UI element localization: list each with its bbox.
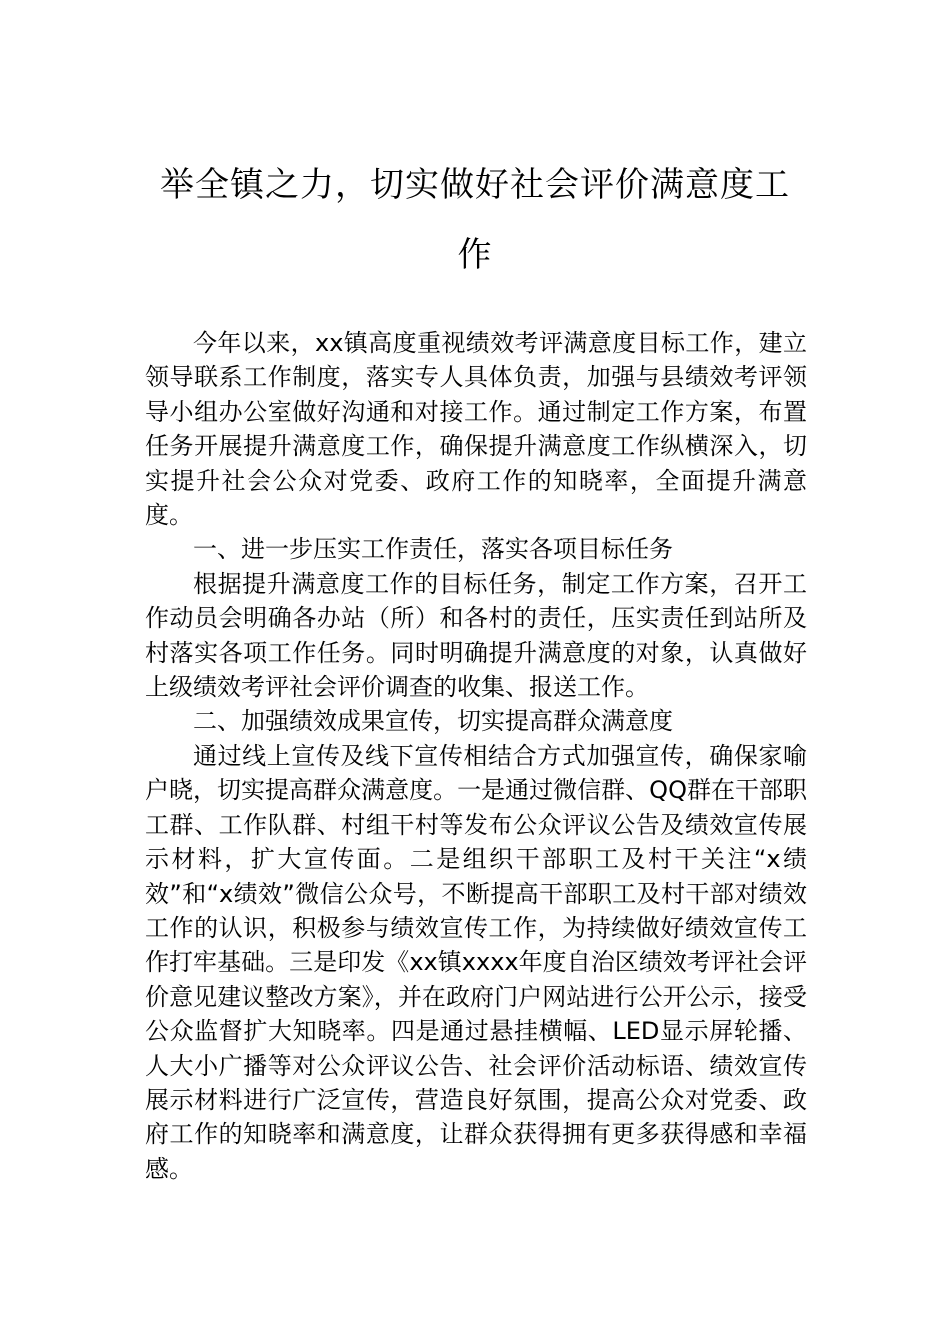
section-1-paragraph: 根据提升满意度工作的目标任务，制定工作方案，召开工作动员会明确各办站（所）和各村的责任，压实责任到站所及村落实各项工作任务。同时明确提升满意度的对象，认真做好上级绩效考评社会评价调查的收集、报送工作。 [145,569,807,702]
document-body [145,326,807,1186]
section-heading-2: 二、加强绩效成果宣传，切实提高群众满意度 [193,707,673,736]
document-title-line-2: 作 [457,235,493,275]
intro-paragraph: 今年以来，xx镇高度重视绩效考评满意度目标工作，建立领导联系工作制度，落实专人具体负责，加强与县绩效考评领导小组办公室做好沟通和对接工作。通过制定工作方案，布置任务开展提升满意度工作，确保提升满意度工作纵横深入，切实提升社会公众对党委、政府工作的知晓率，全面提升满意度。 [145,329,807,530]
section-2-paragraph: 通过线上宣传及线下宣传相结合方式加强宣传，确保家喻户晓，切实提高群众满意度。一是通过微信群、QQ群在干部职工群、工作队群、村组干村等发布公众评议公告及绩效宣传展示材料，扩大宣传面。二是组织干部职工及村干关注“x绩效”和“x绩效”微信公众号，不断提高干部职工及村干部对绩效工作的认识，积极参与绩效宣传工作，为持续做好绩效宣传工作打牢基础。三是印发《xx镇xxxx年度自治区绩效考评社会评价意见建议整改方案》，并在政府门户网站进行公开公示，接受公众监督扩大知晓率。四是通过悬挂横幅、LED显示屏轮播、人大小广播等对公众评议公告、社会评价活动标语、绩效宣传展示材料进行广泛宣传，营造良好氛围，提高公众对党委、政府工作的知晓率和满意度，让群众获得拥有更多获得感和幸福感。 [145,741,807,1183]
document-title-line-1: 举全镇之力，切实做好社会评价满意度工 [160,165,790,205]
section-heading-1: 一、进一步压实工作责任，落实各项目标任务 [193,535,673,564]
